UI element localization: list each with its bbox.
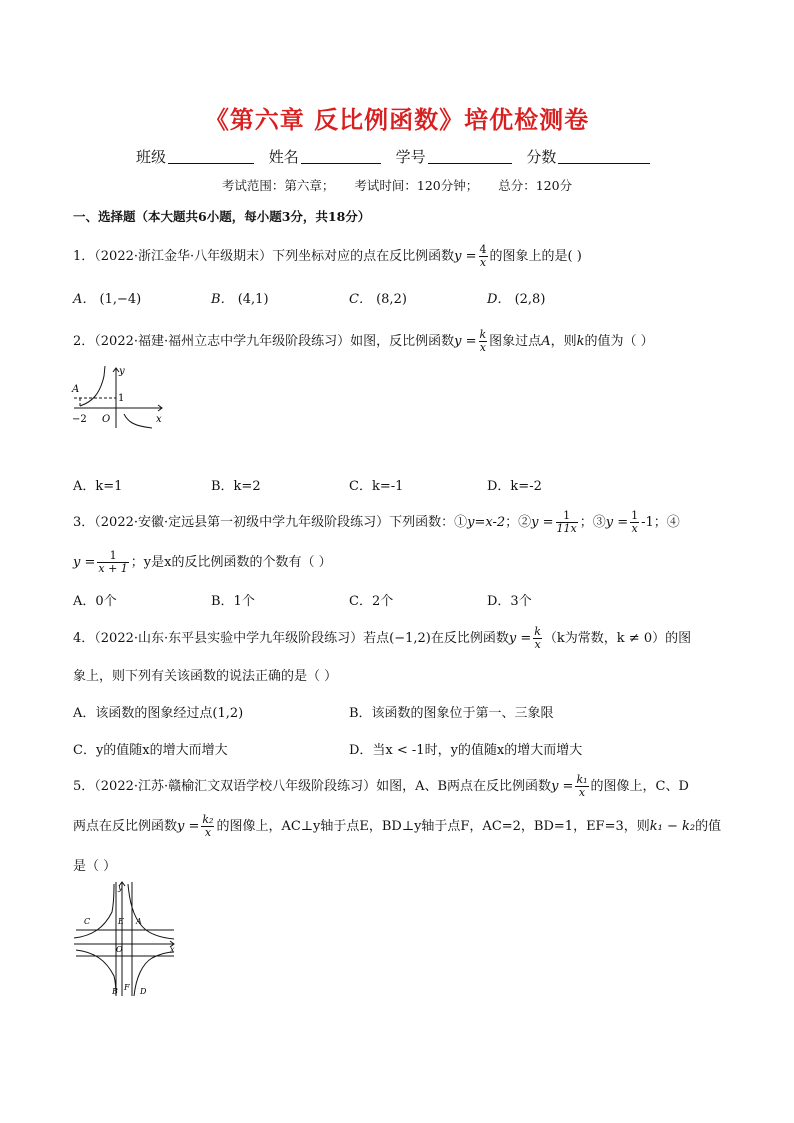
- q5-label-D: D: [140, 987, 147, 996]
- scope-total: 总分：120分: [498, 178, 573, 193]
- q3-option-a[interactable]: A．0个: [73, 594, 117, 609]
- q4-stem-line1: 4．（2022·山东·东平县实验中学九年级阶段练习）若点(−1,2)在反比例函数y = $\frac{k}{x}$ （k为常数，k ≠ 0）的图: [73, 625, 692, 651]
- q1-option-a[interactable]: A． (1,−4): [73, 292, 142, 307]
- q3-option-d[interactable]: D．3个: [487, 594, 532, 609]
- q2-label-1: 1: [118, 393, 125, 404]
- q2-label-neg2: −2: [72, 414, 87, 425]
- q5-curve-k1-q3: [76, 950, 116, 996]
- q1-stem: 1．（2022·浙江金华·八年级期末）下列坐标对应的点在反比例函数y = $\frac{4}{x}$ 的图象上的是( ): [73, 243, 582, 269]
- q3-fraction-4: $\frac{1}{x + 1}$: [98, 549, 128, 575]
- name-blank[interactable]: [301, 149, 381, 164]
- q5-stem-line1: 5．（2022·江苏·赣榆汇文双语学校八年级阶段练习）如图，A、B两点在反比例函数y = $\frac{\text{k₁}}{x}$ 的图像上，C、D: [73, 773, 689, 799]
- q5-stem-line3: 是（ ）: [73, 859, 117, 874]
- q4-option-d[interactable]: D．当x < -1时，y的值随x的增大而增大: [349, 743, 583, 758]
- exam-scope: [0, 176, 794, 194]
- q2-label-y: y: [119, 366, 125, 377]
- q4-option-a[interactable]: A．该函数的图象经过点(1,2): [73, 706, 244, 721]
- q5-label-E: E: [118, 917, 124, 926]
- q5-label-C: C: [84, 917, 91, 926]
- q4-option-c[interactable]: C．y的值随x的增大而增大: [73, 743, 228, 758]
- q5-fraction-2: $\frac{\text{k₂}}{x}$: [202, 813, 214, 839]
- q2-curve-lower: [124, 414, 152, 428]
- q1-option-c[interactable]: C． (8,2): [349, 292, 407, 307]
- score-label: 分数: [526, 148, 557, 166]
- q5-label-y: y: [118, 883, 123, 892]
- q2-label-x: x: [156, 414, 162, 425]
- score-blank[interactable]: [558, 149, 650, 164]
- q2-stem: 2．（2022·福建·福州立志中学九年级阶段练习）如图，反比例函数y = $\frac{k}{x}$ 图象过点A，则k的值为（ ）: [73, 328, 654, 354]
- q5-label-F: F: [124, 983, 130, 992]
- q5-label-O: O: [116, 945, 123, 954]
- q2-curve-upper: [80, 366, 105, 406]
- q5-figure: [70, 878, 182, 1000]
- page-title: 《第六章 反比例函数》培优检测卷: [204, 105, 590, 134]
- q4-fraction: $\frac{k}{x}$: [534, 625, 541, 651]
- q2-label-A: A: [72, 384, 80, 395]
- scope-range: 考试范围：第六章；: [221, 178, 335, 193]
- q2-figure: [70, 362, 170, 432]
- q2-fraction: $\frac{k}{x}$: [479, 328, 487, 354]
- q1-option-d[interactable]: D． (2,8): [487, 292, 546, 307]
- class-label: 班级: [136, 148, 167, 166]
- q5-curve-k1-q1: [128, 884, 174, 939]
- q1-option-b[interactable]: B． (4,1): [211, 292, 269, 307]
- student-info-row: [136, 146, 660, 167]
- q2-option-c[interactable]: C．k=-1: [349, 479, 404, 494]
- q3-option-b[interactable]: B．1个: [211, 594, 255, 609]
- name-label: 姓名: [268, 148, 299, 166]
- q5-label-B: B: [112, 987, 118, 996]
- scope-time: 考试时间：120分钟；: [354, 178, 479, 193]
- class-blank[interactable]: [168, 149, 254, 164]
- id-blank[interactable]: [428, 149, 512, 164]
- q1-fraction: $\frac{4}{x}$: [479, 243, 487, 269]
- q3-option-c[interactable]: C．2个: [349, 594, 394, 609]
- q3-fraction-2: $\frac{1}{11x}$: [556, 509, 577, 535]
- q5-stem-line2: 两点在反比例函数y = $\frac{\text{k₂}}{x}$ 的图像上，AC⊥y轴于点E，BD⊥y轴于点F，AC=2，BD=1，EF=3，则k₁ − k₂的值: [73, 813, 722, 839]
- q5-fraction-1: $\frac{\text{k₁}}{x}$: [576, 773, 588, 799]
- q3-stem-line1: 3．（2022·安徽·定远县第一初级中学九年级阶段练习）下列函数：①y=x-2；②y = $\frac{1}{11x}$ ；③y = $\frac{1}{x}$ -1；④: [73, 509, 680, 535]
- section-heading: 一、选择题（本大题共6小题，每小题3分，共18分）: [73, 209, 371, 224]
- q5-label-x: x: [170, 945, 175, 954]
- q5-label-A: A: [136, 917, 142, 926]
- id-label: 学号: [395, 148, 426, 166]
- q3-fraction-3: $\frac{1}{x}$: [631, 509, 639, 535]
- q4-stem-line2: 象上，则下列有关该函数的说法正确的是（ ）: [73, 669, 338, 684]
- q2-label-O: O: [102, 414, 111, 425]
- q2-option-a[interactable]: A．k=1: [73, 479, 123, 494]
- q3-stem-line2: y = $\frac{1}{x + 1}$ ；y是x的反比例函数的个数有（ ）: [73, 549, 332, 575]
- q2-option-b[interactable]: B．k=2: [211, 479, 261, 494]
- q4-option-b[interactable]: B．该函数的图象位于第一、三象限: [349, 706, 554, 721]
- q2-option-d[interactable]: D．k=-2: [487, 479, 542, 494]
